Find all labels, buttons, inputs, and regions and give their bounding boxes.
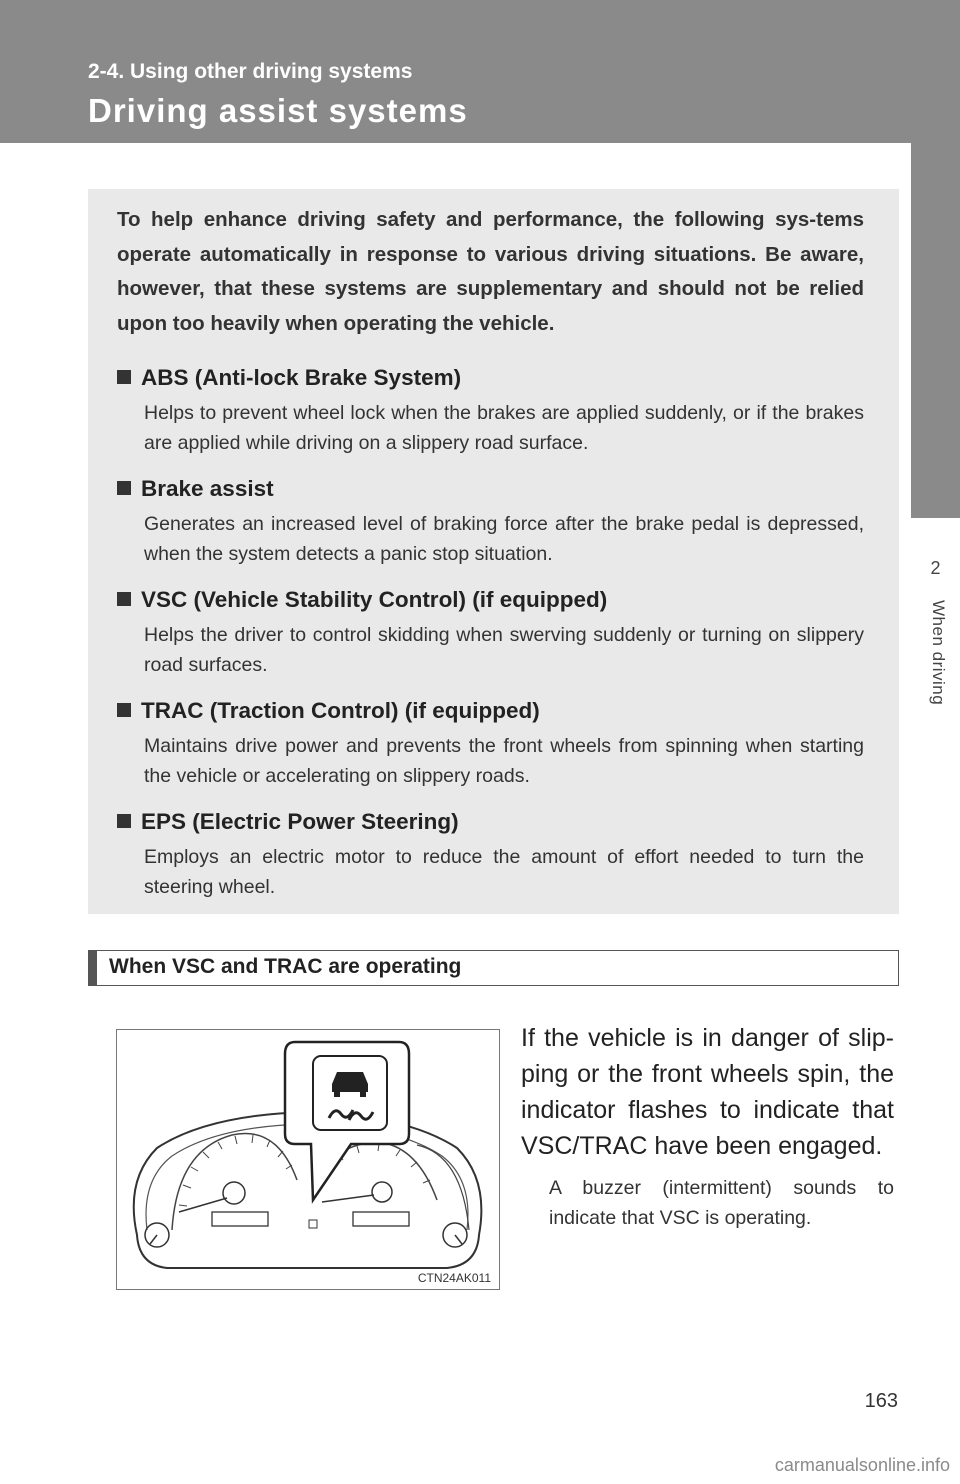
- feature-title: VSC (Vehicle Stability Control) (if equipped): [117, 585, 864, 615]
- feature-description: Helps the driver to control skidding when swerving suddenly or turning on slippery road surfaces.: [144, 624, 864, 676]
- page-number: 163: [864, 1390, 898, 1412]
- feature-description: Employs an electric motor to reduce the amount of effort needed to turn the steering wheel.: [144, 846, 864, 898]
- subsection-bar: [89, 951, 97, 985]
- chapter-number: 2: [930, 558, 941, 578]
- feature-description: Helps to prevent wheel lock when the brakes are applied suddenly, or if the brakes are applied while driving on a slippery road surface.: [144, 402, 864, 454]
- instrument-cluster-illustration: [117, 1030, 499, 1289]
- subsection-title: When VSC and TRAC are operating: [109, 955, 462, 978]
- intro-text: To help enhance driving safety and performance, the following sys-tems operate automatically in response to various driving situations. Be aware, however, that these systems are supplementary and should not be relied upon too heavily when operating the vehicle.: [117, 208, 864, 335]
- feature-title: Brake assist: [117, 474, 864, 504]
- feature-brake-assist: [117, 474, 864, 569]
- figure-code: CTN24AK011: [417, 1271, 491, 1285]
- feature-abs: [117, 363, 864, 458]
- feature-eps: [117, 807, 864, 902]
- square-bullet-icon: [117, 592, 131, 606]
- page-header: [0, 0, 960, 143]
- feature-description: Generates an increased level of braking force after the brake pedal is depressed, when the system detects a panic stop situation.: [144, 513, 864, 565]
- square-bullet-icon: [117, 703, 131, 717]
- watermark: carmanualsonline.info: [774, 1455, 950, 1475]
- feature-title: TRAC (Traction Control) (if equipped): [117, 696, 864, 726]
- page-title: Driving assist systems: [88, 92, 468, 129]
- square-bullet-icon: [117, 370, 131, 384]
- subsection-heading: [88, 950, 899, 986]
- chapter-tab: [911, 143, 960, 518]
- subsection-note-text: A buzzer (intermittent) sounds to indicate that VSC is operating.: [549, 1177, 894, 1229]
- subsection-main-text: If the vehicle is in danger of slip-ping or the front wheels spin, the indicator flashes to indicate that VSC/TRAC have been engaged.: [521, 1024, 894, 1160]
- square-bullet-icon: [117, 814, 131, 828]
- intro-box: [88, 189, 899, 914]
- instrument-cluster-figure: [116, 1029, 500, 1290]
- square-bullet-icon: [117, 481, 131, 495]
- feature-trac: [117, 696, 864, 791]
- feature-vsc: [117, 585, 864, 680]
- chapter-title: When driving: [929, 600, 948, 706]
- feature-title: EPS (Electric Power Steering): [117, 807, 864, 837]
- feature-description: Maintains drive power and prevents the front wheels from spinning when starting the vehicle or accelerating on slippery roads.: [144, 735, 864, 787]
- section-label: 2-4. Using other driving systems: [88, 60, 413, 83]
- feature-title: ABS (Anti-lock Brake System): [117, 363, 864, 393]
